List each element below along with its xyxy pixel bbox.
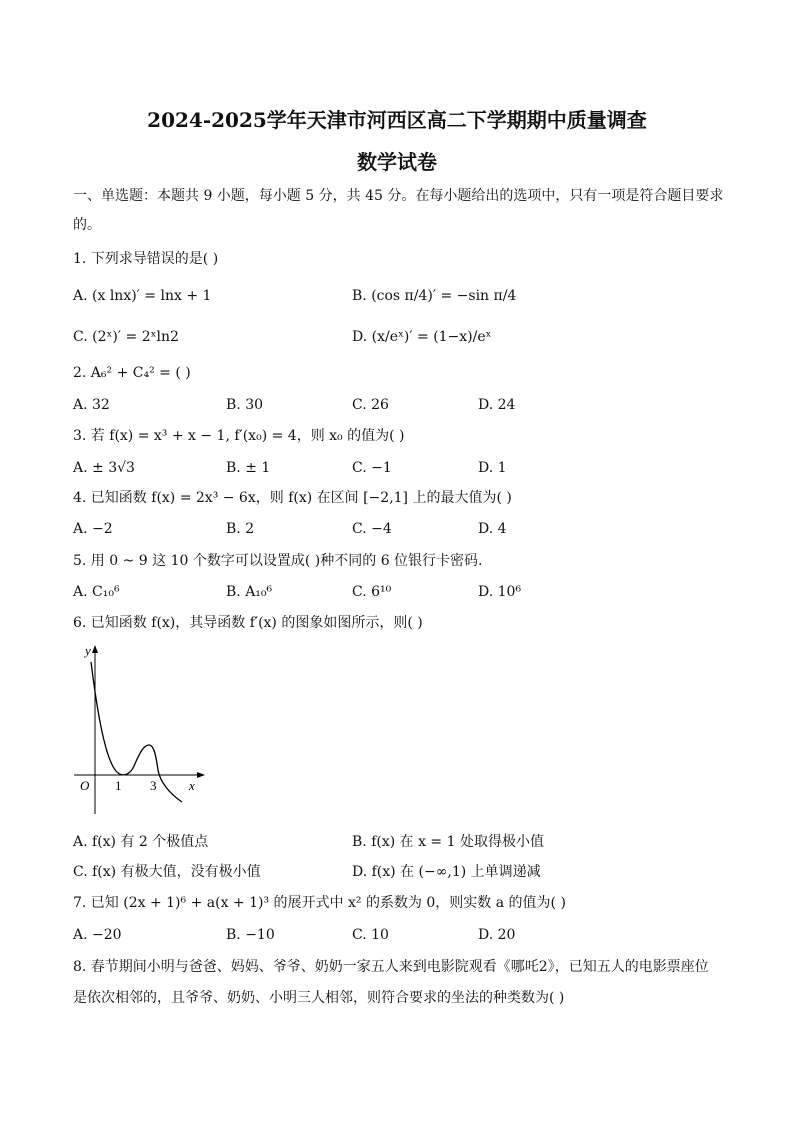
question-3-option-c: C. −1 (352, 460, 392, 476)
question-5-option-a: A. C₁₀⁶ (73, 584, 120, 600)
origin-label: O (80, 778, 90, 793)
question-4-option-d: D. 4 (478, 521, 507, 537)
y-axis-arrow (92, 645, 98, 653)
derivative-curve (91, 662, 182, 802)
question-6-option-d: D. f(x) 在 (−∞,1) 上单调递减 (352, 864, 541, 880)
section-header-line2: 的。 (73, 217, 101, 233)
question-1-option-c: C. (2ˣ)′ = 2ˣln2 (73, 329, 179, 345)
question-7-option-c: C. 10 (352, 927, 389, 943)
question-3-option-d: D. 1 (478, 460, 507, 476)
question-5-stem: 5. 用 0 ~ 9 这 10 个数字可以设置成( )种不同的 6 位银行卡密码. (73, 553, 483, 569)
y-label: y (85, 643, 91, 658)
tick-label-3: 3 (150, 778, 157, 793)
tick-label-1: 1 (115, 778, 122, 793)
question-6-option-c: C. f(x) 有极大值，没有极小值 (73, 864, 261, 880)
question-5-option-c: C. 6¹⁰ (352, 584, 392, 600)
question-2-option-b: B. 30 (226, 397, 264, 413)
page-subtitle: 数学试卷 (357, 150, 437, 174)
question-6-stem: 6. 已知函数 f(x)，其导函数 f′(x) 的图象如图所示，则( ) (73, 615, 423, 631)
question-1-option-b: B. (cos π/4)′ = −sin π/4 (352, 288, 517, 304)
question-2-stem: 2. A₆² + C₄² = ( ) (73, 365, 191, 381)
question-5-option-d: D. 10⁶ (478, 584, 522, 600)
question-1-stem: 1. 下列求导错误的是( ) (73, 251, 219, 267)
question-2-option-d: D. 24 (478, 397, 516, 413)
question-4-option-b: B. 2 (226, 521, 255, 537)
question-6-option-a: A. f(x) 有 2 个极值点 (73, 834, 209, 850)
page-title: 2024-2025学年天津市河西区高二下学期期中质量调查 (147, 108, 647, 132)
question-7-option-a: A. −20 (73, 927, 122, 943)
question-8-stem-line1: 8. 春节期间小明与爸爸、妈妈、爷爷、奶奶一家五人来到电影院观看《哪吒2》，已知五人的电影票座位 (73, 959, 709, 975)
question-7-option-b: B. −10 (226, 927, 275, 943)
question-2-option-c: C. 26 (352, 397, 389, 413)
derivative-graph (70, 642, 210, 820)
question-4-stem: 4. 已知函数 f(x) = 2x³ − 6x，则 f(x) 在区间 [−2,1] 上的最大值为( ) (73, 490, 512, 506)
question-2-option-a: A. 32 (73, 397, 110, 413)
question-7-stem: 7. 已知 (2x + 1)⁶ + a(x + 1)³ 的展开式中 x² 的系数为 0，则实数 a 的值为( ) (73, 895, 566, 911)
x-axis-arrow (197, 772, 205, 778)
section-header-line1: 一、单选题：本题共 9 小题，每小题 5 分，共 45 分。在每小题给出的选项中，只有一项是符合题目要求 (73, 188, 724, 204)
question-1-option-a: A. (x lnx)′ = lnx + 1 (73, 288, 212, 304)
question-5-option-b: B. A₁₀⁶ (226, 584, 273, 600)
question-3-stem: 3. 若 f(x) = x³ + x − 1, f′(x₀) = 4，则 x₀ 的值为( ) (73, 428, 405, 444)
question-7-option-d: D. 20 (478, 927, 516, 943)
question-8-stem-line2: 是依次相邻的，且爷爷、奶奶、小明三人相邻，则符合要求的坐法的种类数为( ) (73, 990, 565, 1006)
question-6-option-b: B. f(x) 在 x = 1 处取得极小值 (352, 834, 544, 850)
question-4-option-a: A. −2 (73, 521, 113, 537)
question-1-option-d: D. (x/eˣ)′ = (1−x)/eˣ (352, 329, 492, 345)
question-4-option-c: C. −4 (352, 521, 392, 537)
x-label: x (189, 778, 195, 793)
question-3-option-a: A. ± 3√3 (73, 460, 135, 476)
question-3-option-b: B. ± 1 (226, 460, 271, 476)
